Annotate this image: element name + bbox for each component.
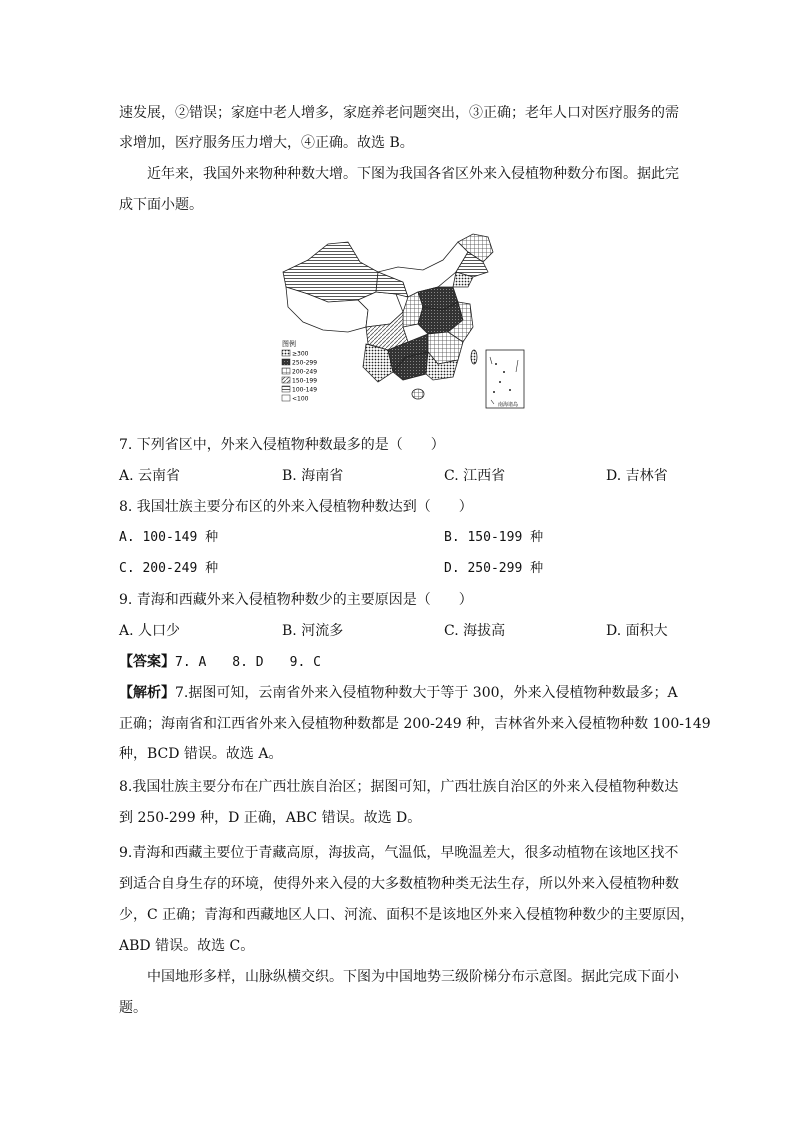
q9-option-b[interactable]: B. 河流多 — [282, 623, 344, 639]
intro-line-2: 求增加，医疗服务压力增大，④正确。故选 B。 — [119, 135, 414, 151]
q7-option-d[interactable]: D. 吉林省 — [606, 468, 668, 484]
legend-swatch — [282, 359, 290, 365]
legend — [282, 350, 317, 403]
region-taiwan — [471, 350, 477, 364]
invasive-plant-map — [278, 232, 528, 412]
q9-option-d[interactable]: D. 面积大 — [606, 623, 668, 639]
q8-option-c[interactable]: C. 200-249 种 — [119, 561, 219, 576]
legend-title: 图例 — [282, 340, 296, 348]
analysis-line-2: 正确；海南省和江西省外来入侵植物种数都是 200-249 种，吉林省外来入侵植物种数 100-149 — [119, 716, 711, 732]
analysis-line-4: 8.我国壮族主要分布在广西壮族自治区；据图可知，广西壮族自治区的外来入侵植物种数达 — [119, 779, 679, 795]
question-7: 7. 下列省区中，外来入侵植物种数最多的是（ ） — [119, 437, 445, 453]
legend-swatch — [282, 350, 290, 356]
intro-line-3: 近年来，我国外来物种种数大增。下图为我国各省区外来入侵植物种数分布图。据此完 — [147, 166, 679, 182]
answer-label: 【答案】 — [119, 654, 175, 670]
legend-label: <100 — [292, 395, 309, 403]
q9-option-a[interactable]: A. 人口少 — [119, 623, 181, 639]
outro-line-1: 中国地形多样，山脉纵横交织。下图为中国地势三级阶梯分布示意图。据此完成下面小 — [147, 969, 679, 985]
legend-label: 150-199 — [292, 377, 318, 385]
analysis-line-7: 到适合自身生存的环境，使得外来入侵的大多数植物种类无法生存，所以外来入侵植物种数 — [119, 876, 679, 892]
analysis-line-9: ABD 错误。故选 C。 — [119, 938, 255, 954]
legend-label: 250-299 — [292, 359, 318, 367]
analysis-line-3: 种，BCD 错误。故选 A。 — [119, 746, 283, 762]
analysis-text: 7.据图可知，云南省外来入侵植物种数大于等于 300，外来入侵植物种数最多；A — [175, 685, 678, 701]
q7-option-a[interactable]: A. 云南省 — [119, 468, 181, 484]
intro-line-1: 速发展，②错误；家庭中老人增多，家庭养老问题突出，③正确；老年人口对医疗服务的需 — [119, 105, 679, 121]
q9-option-c[interactable]: C. 海拔高 — [444, 623, 506, 639]
q7-option-c[interactable]: C. 江西省 — [444, 468, 506, 484]
legend-swatch — [282, 368, 290, 374]
legend-label: 100-149 — [292, 386, 318, 394]
answer-text: 7. A 8. D 9. C — [175, 655, 321, 670]
analysis-line-5: 到 250-299 种，D 正确，ABC 错误。故选 D。 — [119, 810, 422, 826]
analysis-line-6: 9.青海和西藏主要位于青藏高原，海拔高，气温低，早晚温差大，很多动植物在该地区找不 — [119, 845, 679, 861]
question-8: 8. 我国壮族主要分布区的外来入侵植物种数达到（ ） — [119, 499, 473, 515]
legend-label: 200-249 — [292, 368, 318, 376]
analysis-line-1 — [119, 683, 678, 703]
intro-line-4: 成下面小题。 — [119, 197, 203, 213]
q8-option-d[interactable]: D. 250-299 种 — [444, 561, 544, 576]
south-china-sea-inset — [486, 350, 524, 408]
q8-option-b[interactable]: B. 150-199 种 — [444, 530, 544, 545]
legend-label: ≥300 — [292, 350, 309, 358]
legend-swatch — [282, 395, 290, 401]
analysis-label: 【解析】 — [119, 685, 175, 701]
q7-option-b[interactable]: B. 海南省 — [282, 468, 344, 484]
inset-label: 南海诸岛 — [497, 402, 519, 408]
q8-option-a[interactable]: A. 100-149 种 — [119, 530, 219, 545]
question-9: 9. 青海和西藏外来入侵植物种数少的主要原因是（ ） — [119, 592, 473, 608]
answer-line — [119, 652, 321, 673]
legend-swatch — [282, 377, 290, 383]
legend-swatch — [282, 386, 290, 392]
region-hainan — [412, 389, 424, 399]
analysis-line-8: 少，C 正确；青海和西藏地区人口、河流、面积不是该地区外来入侵植物种数少的主要原因， — [119, 907, 695, 923]
outro-line-2: 题。 — [119, 1000, 147, 1016]
